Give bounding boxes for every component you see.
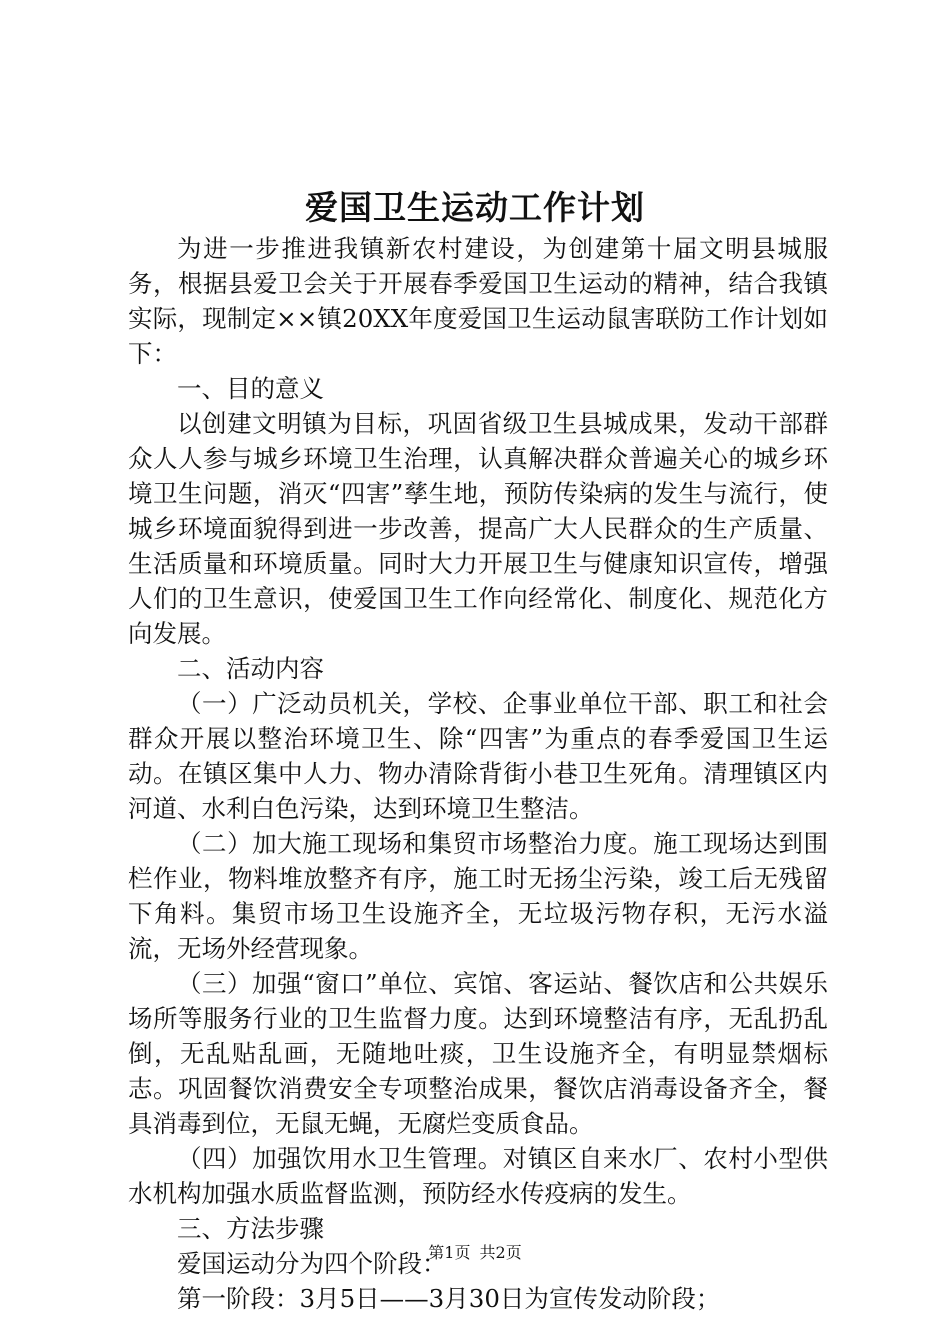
activity-item-1: （一）广泛动员机关，学校、企事业单位干部、职工和社会群众开展以整治环境卫生、除“四害”为重点的春季爱国卫生运动。在镇区集中人力、物办清除背街小巷卫生死角。清理镇区内河道、水利白色污染，达到环境卫生整洁。 xyxy=(128,689,828,823)
steps-intro: 爱国运动分为四个阶段： xyxy=(177,1249,447,1278)
page-footer xyxy=(0,1242,950,1264)
activity-item-4: （四）加强饮用水卫生管理。对镇区自来水厂、农村小型供水机构加强水质监督监测，预防经水传疫病的发生。 xyxy=(128,1144,828,1208)
purpose-paragraph: 以创建文明镇为目标，巩固省级卫生县城成果，发动干部群众人人参与城乡环境卫生治理，认真解决群众普遍关心的城乡环境卫生问题，消灭“四害”孳生地，预防传染病的发生与流行，使城乡环境面貌得到进一步改善，提高广大人民群众的生产质量、生活质量和环境质量。同时大力开展卫生与健康知识宣传，增强人们的卫生意识，使爱国卫生工作向经常化、制度化、规范化方向发展。 xyxy=(128,409,828,648)
document-body xyxy=(128,231,828,1316)
section-heading-steps: 三、方法步骤 xyxy=(177,1214,324,1243)
intro-paragraph: 为进一步推进我镇新农村建设，为创建第十届文明县城服务，根据县爱卫会关于开展春季爱国卫生运动的精神，结合我镇实际，现制定××镇20XX年度爱国卫生运动鼠害联防工作计划如下： xyxy=(128,234,828,368)
step-phase-1: 第一阶段：3月5日——3月30日为宣传发动阶段； xyxy=(177,1284,721,1313)
page-total: 共2页 xyxy=(479,1243,522,1262)
activity-item-3: （三）加强“窗口”单位、宾馆、客运站、餐饮店和公共娱乐场所等服务行业的卫生监督力度。达到环境整洁有序，无乱扔乱倒，无乱贴乱画，无随地吐痰，卫生设施齐全，有明显禁烟标志。巩固餐饮消费安全专项整治成果，餐饮店消毒设备齐全，餐具消毒到位，无鼠无蝇，无腐烂变质食品。 xyxy=(128,969,828,1138)
section-heading-activities: 二、活动内容 xyxy=(177,654,324,683)
document-title: 爱国卫生运动工作计划 xyxy=(305,188,645,227)
page-number: 第1页 xyxy=(428,1243,471,1262)
activity-item-2: （二）加大施工现场和集贸市场整治力度。施工现场达到围栏作业，物料堆放整齐有序，施工时无扬尘污染，竣工后无残留下角料。集贸市场卫生设施齐全，无垃圾污物存积，无污水溢流，无场外经营现象。 xyxy=(128,829,828,963)
section-heading-purpose: 一、目的意义 xyxy=(177,374,324,403)
